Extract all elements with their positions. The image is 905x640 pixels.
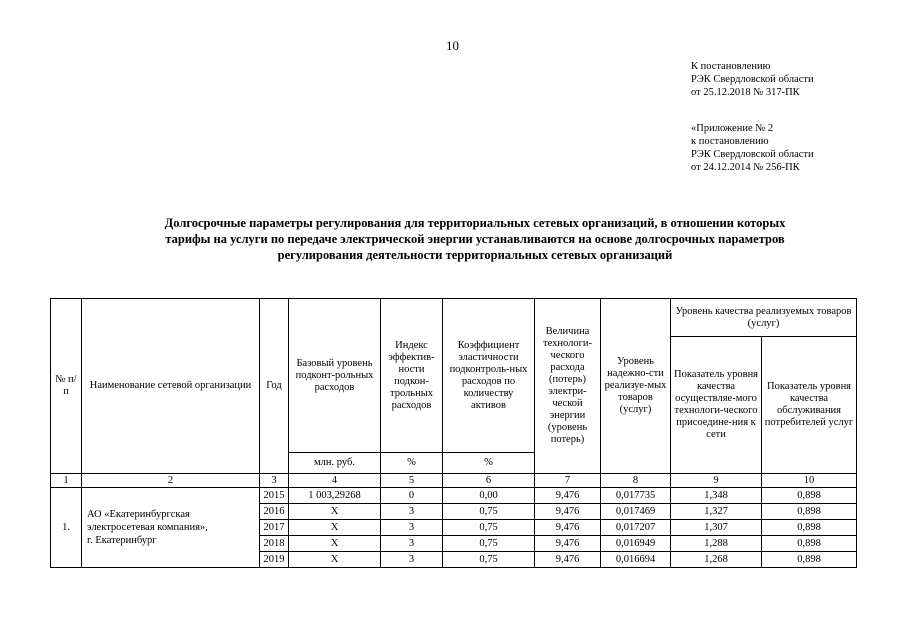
cell-base-level: 1 003,29268 bbox=[289, 488, 381, 504]
cell-efficiency-index: 3 bbox=[381, 520, 443, 536]
column-number: 3 bbox=[260, 474, 289, 488]
header-quality-connection: Показатель уровня качества осуществляе-мого технологи-ческого присоедине-ния к сети bbox=[671, 337, 762, 474]
reference-line: от 25.12.2018 № 317-ПК bbox=[691, 87, 800, 98]
column-number: 4 bbox=[289, 474, 381, 488]
cell-elasticity: 0,00 bbox=[443, 488, 535, 504]
title-line: регулирования деятельности территориальных сетевых организаций bbox=[277, 248, 673, 262]
column-number: 6 bbox=[443, 474, 535, 488]
unit-elasticity: % bbox=[443, 453, 535, 474]
header-losses: Величина технологи-ческого расхода (потерь) электри-ческой энергии (уровень потерь) bbox=[535, 299, 601, 474]
org-name-line: АО «Екатеринбургская bbox=[87, 509, 190, 520]
reference-line: от 24.12.2014 № 256-ПК bbox=[691, 162, 800, 173]
header-efficiency-index: Индекс эффектив-ности подкон-трольных расходов bbox=[381, 299, 443, 453]
header-quality-group: Уровень качества реализуемых товаров (услуг) bbox=[671, 299, 857, 337]
cell-quality-service: 0,898 bbox=[762, 520, 857, 536]
cell-quality-connection: 1,307 bbox=[671, 520, 762, 536]
header-quality-service: Показатель уровня качества обслуживания потребителей услуг bbox=[762, 337, 857, 474]
cell-year: 2018 bbox=[260, 536, 289, 552]
header-elasticity: Коэффициент эластичности подконтроль-ных расходов по количеству активов bbox=[443, 299, 535, 453]
column-number: 5 bbox=[381, 474, 443, 488]
cell-elasticity: 0,75 bbox=[443, 520, 535, 536]
reference-line: РЭК Свердловской области bbox=[691, 149, 814, 160]
cell-reliability: 0,017469 bbox=[601, 504, 671, 520]
document-title bbox=[95, 215, 855, 263]
reference-line: «Приложение № 2 bbox=[691, 123, 774, 134]
header-year: Год bbox=[260, 299, 289, 474]
column-number: 1 bbox=[51, 474, 82, 488]
page-number: 10 bbox=[446, 38, 459, 53]
org-name-line: г. Екатеринбург bbox=[87, 535, 157, 546]
cell-efficiency-index: 3 bbox=[381, 504, 443, 520]
cell-elasticity: 0,75 bbox=[443, 504, 535, 520]
unit-efficiency-index: % bbox=[381, 453, 443, 474]
header-name: Наименование сетевой организации bbox=[82, 299, 260, 474]
table-row bbox=[51, 488, 857, 504]
cell-efficiency-index: 0 bbox=[381, 488, 443, 504]
cell-efficiency-index: 3 bbox=[381, 552, 443, 568]
resolution-reference bbox=[691, 60, 814, 99]
appendix-reference bbox=[691, 122, 814, 174]
title-line: Долгосрочные параметры регулирования для территориальных сетевых организаций, в отношении которых bbox=[164, 216, 786, 230]
cell-elasticity: 0,75 bbox=[443, 552, 535, 568]
reference-line: К постановлению bbox=[691, 61, 771, 72]
cell-base-level: Х bbox=[289, 536, 381, 552]
title-line: тарифы на услуги по передаче электрической энергии устанавливаются на основе долгосрочных параметров bbox=[165, 232, 785, 246]
org-number: 1. bbox=[51, 488, 82, 568]
column-number: 9 bbox=[671, 474, 762, 488]
header-base-level: Базовый уровень подконт-рольных расходов bbox=[289, 299, 381, 453]
cell-losses: 9,476 bbox=[535, 552, 601, 568]
cell-year: 2015 bbox=[260, 488, 289, 504]
cell-losses: 9,476 bbox=[535, 504, 601, 520]
parameters-table bbox=[50, 298, 857, 568]
column-number: 8 bbox=[601, 474, 671, 488]
column-number: 10 bbox=[762, 474, 857, 488]
cell-losses: 9,476 bbox=[535, 536, 601, 552]
cell-reliability: 0,016949 bbox=[601, 536, 671, 552]
cell-base-level: Х bbox=[289, 552, 381, 568]
cell-reliability: 0,017207 bbox=[601, 520, 671, 536]
cell-reliability: 0,017735 bbox=[601, 488, 671, 504]
cell-quality-service: 0,898 bbox=[762, 552, 857, 568]
cell-elasticity: 0,75 bbox=[443, 536, 535, 552]
cell-year: 2016 bbox=[260, 504, 289, 520]
cell-quality-connection: 1,348 bbox=[671, 488, 762, 504]
cell-quality-service: 0,898 bbox=[762, 488, 857, 504]
header-num: № п/п bbox=[51, 299, 82, 474]
unit-base-level: млн. руб. bbox=[289, 453, 381, 474]
column-number: 7 bbox=[535, 474, 601, 488]
cell-losses: 9,476 bbox=[535, 488, 601, 504]
reference-line: к постановлению bbox=[691, 136, 769, 147]
cell-quality-service: 0,898 bbox=[762, 536, 857, 552]
cell-efficiency-index: 3 bbox=[381, 536, 443, 552]
header-reliability: Уровень надежно-сти реализуе-мых товаров (услуг) bbox=[601, 299, 671, 474]
cell-quality-service: 0,898 bbox=[762, 504, 857, 520]
cell-losses: 9,476 bbox=[535, 520, 601, 536]
reference-line: РЭК Свердловской области bbox=[691, 74, 814, 85]
cell-base-level: Х bbox=[289, 504, 381, 520]
cell-year: 2017 bbox=[260, 520, 289, 536]
org-name-line: электросетевая компания», bbox=[87, 522, 208, 533]
column-number: 2 bbox=[82, 474, 260, 488]
cell-year: 2019 bbox=[260, 552, 289, 568]
org-name bbox=[82, 488, 260, 568]
cell-reliability: 0,016694 bbox=[601, 552, 671, 568]
cell-quality-connection: 1,268 bbox=[671, 552, 762, 568]
cell-quality-connection: 1,288 bbox=[671, 536, 762, 552]
cell-quality-connection: 1,327 bbox=[671, 504, 762, 520]
cell-base-level: Х bbox=[289, 520, 381, 536]
